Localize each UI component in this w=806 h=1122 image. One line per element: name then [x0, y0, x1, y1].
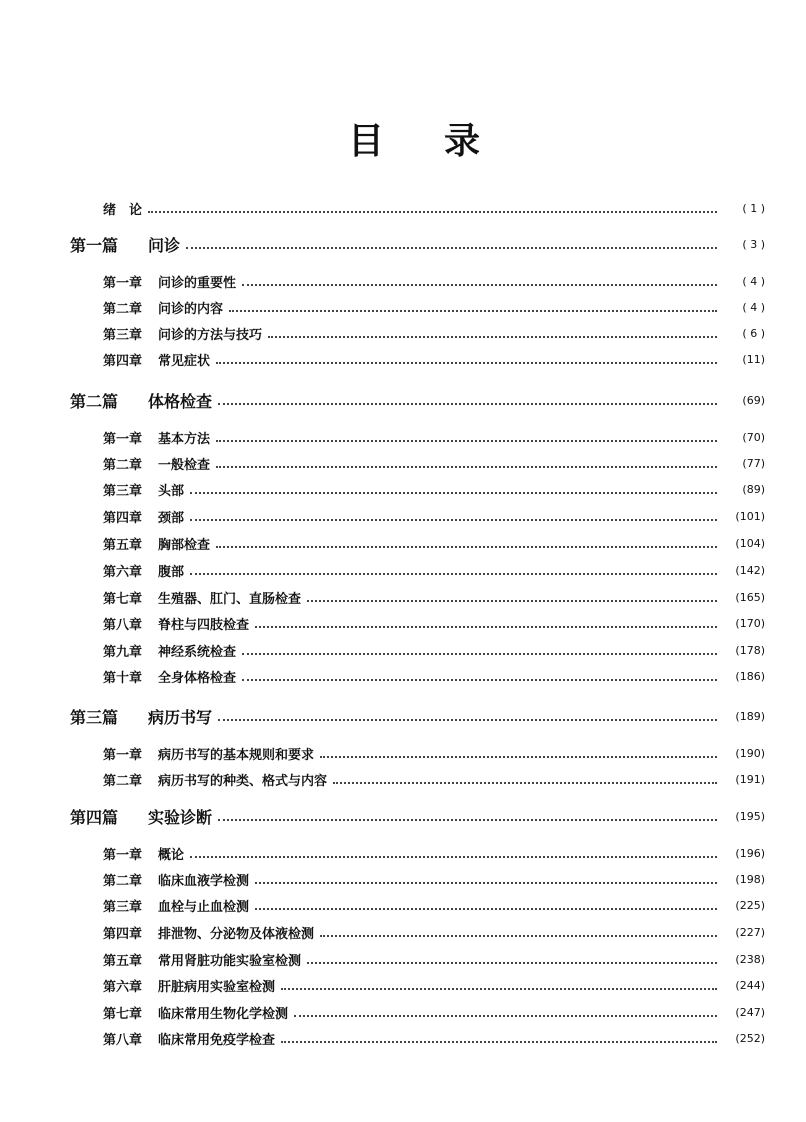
entry-title: 常用肾脏功能实验室检测 [158, 953, 302, 969]
dot-leader [242, 653, 717, 655]
toc-entry[interactable] [0, 768, 806, 790]
toc-entry[interactable] [0, 296, 806, 318]
entry-number: 第一章 [103, 847, 143, 863]
dot-leader [216, 466, 717, 468]
page-number: (165) [735, 590, 765, 604]
entry-number: 第三章 [103, 899, 143, 915]
dot-leader [281, 1041, 717, 1043]
page-number: (170) [735, 616, 765, 630]
page-number: (247) [735, 1005, 765, 1019]
dot-leader [307, 600, 717, 602]
page-title-char-1: 目 [348, 121, 385, 162]
dot-leader [333, 782, 717, 784]
page-number: (189) [735, 709, 765, 723]
page-number: (70) [742, 430, 765, 444]
dot-leader [190, 573, 717, 575]
entry-title: 问诊的重要性 [158, 275, 237, 291]
entry-number: 第三篇 [70, 707, 119, 727]
toc-entry[interactable] [0, 705, 806, 727]
page-number: (11) [742, 352, 765, 366]
entry-number: 绪 论 [103, 202, 143, 218]
toc-entry[interactable] [0, 894, 806, 916]
toc-entry[interactable] [0, 742, 806, 764]
page-number: (178) [735, 643, 765, 657]
entry-title: 神经系统检查 [158, 644, 237, 660]
dot-leader [218, 719, 717, 721]
entry-title: 胸部检查 [158, 537, 211, 553]
page-number: (186) [735, 669, 765, 683]
page-number: ( 6 ) [742, 326, 765, 340]
toc-entry[interactable] [0, 868, 806, 890]
entry-title: 头部 [158, 483, 185, 499]
entry-number: 第一章 [103, 275, 143, 291]
entry-title: 病历书写的种类、格式与内容 [158, 773, 328, 789]
page-number: (252) [735, 1031, 765, 1045]
toc-entry[interactable] [0, 805, 806, 827]
entry-number: 第二章 [103, 773, 143, 789]
dot-leader [281, 988, 717, 990]
entry-title: 病历书写的基本规则和要求 [158, 747, 315, 763]
entry-number: 第七章 [103, 1006, 143, 1022]
toc-entry[interactable] [0, 1001, 806, 1023]
toc-entry[interactable] [0, 389, 806, 411]
toc-entry[interactable] [0, 426, 806, 448]
dot-leader [242, 679, 717, 681]
entry-number: 第二章 [103, 457, 143, 473]
toc-entry[interactable] [0, 842, 806, 864]
entry-title: 实验诊断 [148, 807, 213, 827]
dot-leader [229, 310, 717, 312]
page-number: (190) [735, 746, 765, 760]
page-number: (69) [742, 393, 765, 407]
dot-leader [294, 1015, 717, 1017]
entry-title: 一般检查 [158, 457, 211, 473]
entry-title: 问诊的内容 [158, 301, 224, 317]
toc-entry[interactable] [0, 348, 806, 370]
entry-number: 第四章 [103, 510, 143, 526]
entry-title: 血栓与止血检测 [158, 899, 250, 915]
entry-number: 第四篇 [70, 807, 119, 827]
dot-leader [320, 935, 717, 937]
dot-leader [307, 962, 717, 964]
dot-leader [242, 284, 717, 286]
toc-entry[interactable] [0, 948, 806, 970]
entry-number: 第五章 [103, 537, 143, 553]
dot-leader [218, 819, 717, 821]
entry-number: 第六章 [103, 564, 143, 580]
dot-leader [320, 756, 717, 758]
entry-number: 第三章 [103, 483, 143, 499]
entry-number: 第一篇 [70, 235, 119, 255]
entry-number: 第六章 [103, 979, 143, 995]
toc-entry[interactable] [0, 586, 806, 608]
entry-title: 脊柱与四肢检查 [158, 617, 250, 633]
entry-title: 颈部 [158, 510, 185, 526]
dot-leader [186, 247, 717, 249]
page-number: (227) [735, 925, 765, 939]
entry-title: 临床血液学检测 [158, 873, 250, 889]
entry-number: 第二章 [103, 301, 143, 317]
toc-entry[interactable] [0, 974, 806, 996]
dot-leader [255, 626, 717, 628]
entry-number: 第八章 [103, 1032, 143, 1048]
entry-number: 第二篇 [70, 391, 119, 411]
page-number: (191) [735, 772, 765, 786]
toc-entry[interactable] [0, 559, 806, 581]
entry-title: 生殖器、肛门、直肠检查 [158, 591, 302, 607]
toc-entry[interactable] [0, 921, 806, 943]
entry-title: 体格检查 [148, 391, 213, 411]
page-number: ( 4 ) [742, 274, 765, 288]
entry-number: 第五章 [103, 953, 143, 969]
entry-title: 全身体格检查 [158, 670, 237, 686]
entry-number: 第一章 [103, 747, 143, 763]
toc-entry[interactable] [0, 505, 806, 527]
toc-entry[interactable] [0, 532, 806, 554]
entry-number: 第二章 [103, 873, 143, 889]
entry-title: 概论 [158, 847, 185, 863]
toc-entry[interactable] [0, 478, 806, 500]
entry-title: 问诊 [148, 235, 181, 255]
page-number: (238) [735, 952, 765, 966]
toc-entry[interactable] [0, 639, 806, 661]
page-number: (77) [742, 456, 765, 470]
entry-number: 第八章 [103, 617, 143, 633]
entry-title: 肝脏病用实验室检测 [158, 979, 276, 995]
page-number: (198) [735, 872, 765, 886]
dot-leader [216, 362, 717, 364]
toc-entry[interactable] [0, 197, 806, 219]
entry-number: 第一章 [103, 431, 143, 447]
dot-leader [216, 440, 717, 442]
page-number: (244) [735, 978, 765, 992]
page-number: ( 1 ) [742, 201, 765, 215]
entry-title: 临床常用免疫学检查 [158, 1032, 276, 1048]
page-number: (195) [735, 809, 765, 823]
dot-leader [190, 856, 717, 858]
page-number: (225) [735, 898, 765, 912]
dot-leader [255, 882, 717, 884]
toc-entry[interactable] [0, 233, 806, 255]
entry-number: 第九章 [103, 644, 143, 660]
dot-leader [218, 403, 717, 405]
page-number: (104) [735, 536, 765, 550]
entry-number: 第三章 [103, 327, 143, 343]
entry-number: 第七章 [103, 591, 143, 607]
entry-title: 基本方法 [158, 431, 211, 447]
dot-leader [255, 908, 717, 910]
toc-entry[interactable] [0, 1027, 806, 1049]
entry-title: 常见症状 [158, 353, 211, 369]
page-number: (196) [735, 846, 765, 860]
entry-number: 第四章 [103, 926, 143, 942]
toc-entry[interactable] [0, 270, 806, 292]
page-number: (101) [735, 509, 765, 523]
entry-title: 病历书写 [148, 707, 213, 727]
page-number: ( 4 ) [742, 300, 765, 314]
entry-number: 第四章 [103, 353, 143, 369]
toc-entry[interactable] [0, 665, 806, 687]
entry-number: 第十章 [103, 670, 143, 686]
dot-leader [190, 519, 717, 521]
entry-title: 问诊的方法与技巧 [158, 327, 263, 343]
entry-title: 排泄物、分泌物及体液检测 [158, 926, 315, 942]
dot-leader [268, 336, 717, 338]
toc-entry[interactable] [0, 452, 806, 474]
page-number: ( 3 ) [742, 237, 765, 251]
dot-leader [148, 211, 717, 213]
page-title-char-2: 录 [444, 121, 481, 162]
page-number: (89) [742, 482, 765, 496]
entry-title: 腹部 [158, 564, 185, 580]
entry-title: 临床常用生物化学检测 [158, 1006, 289, 1022]
toc-entry[interactable] [0, 612, 806, 634]
page-number: (142) [735, 563, 765, 577]
toc-entry[interactable] [0, 322, 806, 344]
dot-leader [190, 492, 717, 494]
dot-leader [216, 546, 717, 548]
